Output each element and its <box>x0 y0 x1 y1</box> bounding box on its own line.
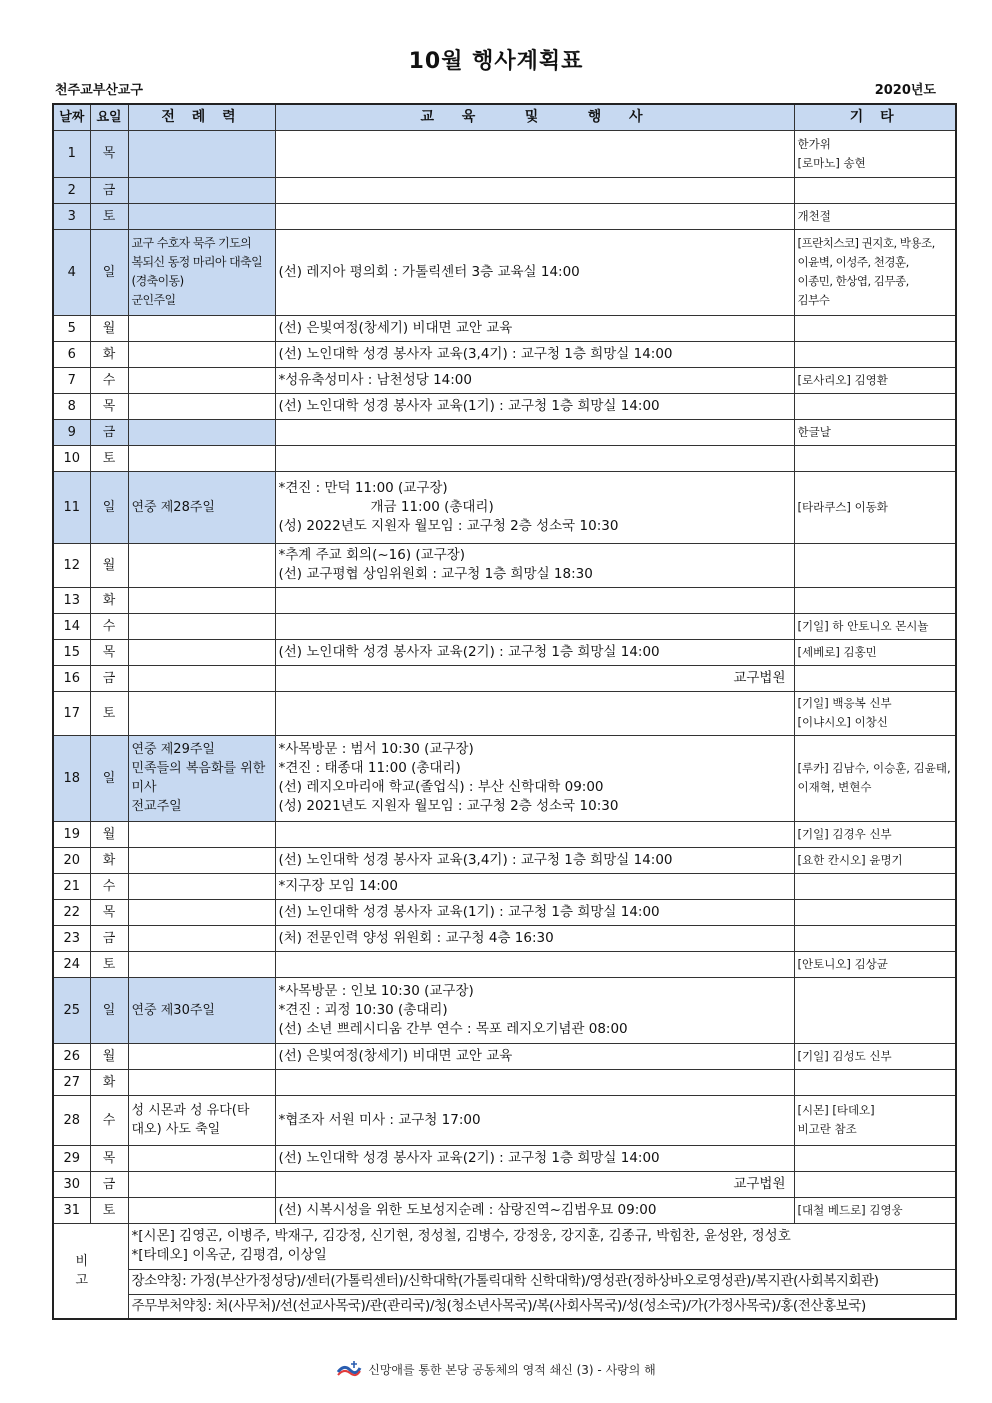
notes-row-saints <box>53 1223 956 1269</box>
weekday-cell: 목 <box>90 639 128 665</box>
etc-cell <box>794 341 956 367</box>
weekday-cell: 수 <box>90 873 128 899</box>
table-row <box>53 587 956 613</box>
liturgy-cell <box>128 587 275 613</box>
weekday-cell: 토 <box>90 951 128 977</box>
etc-cell <box>794 587 956 613</box>
etc-cell <box>794 1145 956 1171</box>
event-cell <box>275 177 794 203</box>
etc-cell-line: [기일] 김경우 신부 <box>797 826 892 841</box>
event-cell-line: (선) 노인대학 성경 봉사자 교육(1기) : 교구청 1층 희망실 14:00 <box>278 397 660 414</box>
event-cell <box>275 925 794 951</box>
etc-cell <box>794 977 956 1043</box>
event-cell-line: *협조자 서원 미사 : 교구청 17:00 <box>278 1111 481 1128</box>
weekday-cell: 토 <box>90 203 128 229</box>
date-cell: 1 <box>53 130 90 177</box>
etc-cell-line: [대철 베드로] 김영웅 <box>797 1202 903 1217</box>
etc-cell <box>794 899 956 925</box>
col-header-liturgy: 전 례 력 <box>128 104 275 130</box>
date-cell: 9 <box>53 419 90 445</box>
weekday-cell: 일 <box>90 977 128 1043</box>
event-cell <box>275 1069 794 1095</box>
weekday-cell: 화 <box>90 1069 128 1095</box>
liturgy-cell <box>128 445 275 471</box>
event-cell <box>275 543 794 587</box>
date-cell: 14 <box>53 613 90 639</box>
weekday-cell: 목 <box>90 130 128 177</box>
event-cell <box>275 419 794 445</box>
liturgy-cell <box>128 951 275 977</box>
date-cell: 24 <box>53 951 90 977</box>
date-cell: 13 <box>53 587 90 613</box>
notes-label: 비 고 <box>53 1223 128 1319</box>
event-cell <box>275 367 794 393</box>
weekday-cell: 토 <box>90 1197 128 1223</box>
liturgy-cell <box>128 1069 275 1095</box>
table-row <box>53 665 956 691</box>
event-cell <box>275 471 794 543</box>
table-row <box>53 1197 956 1223</box>
etc-cell-line: [요한 칸시오] 윤명기 <box>797 852 903 867</box>
liturgy-cell <box>128 925 275 951</box>
weekday-cell: 금 <box>90 419 128 445</box>
table-row <box>53 471 956 543</box>
event-cell <box>275 1095 794 1145</box>
event-cell-line: 개금 11:00 (총대리) <box>370 498 494 515</box>
event-cell-line: (선) 시복시성을 위한 도보성지순례 : 삼랑진역~김범우묘 09:00 <box>278 1201 657 1218</box>
etc-cell-line: [기일] 백응복 신부 <box>797 696 892 710</box>
liturgy-cell-line: 대오) 사도 축일 <box>131 1122 221 1137</box>
weekday-cell: 목 <box>90 1145 128 1171</box>
event-cell <box>275 1171 794 1197</box>
liturgy-cell <box>128 821 275 847</box>
liturgy-cell <box>128 873 275 899</box>
weekday-cell: 화 <box>90 341 128 367</box>
weekday-cell: 월 <box>90 1043 128 1069</box>
weekday-cell: 목 <box>90 899 128 925</box>
etc-cell <box>794 177 956 203</box>
liturgy-cell-line: 복되신 동정 마리아 대축일 <box>131 255 263 269</box>
notes-section <box>53 1223 956 1319</box>
etc-cell-line: [기일] 김성도 신부 <box>797 1048 892 1063</box>
org-name: 천주교부산교구 <box>55 83 143 98</box>
liturgy-cell <box>128 367 275 393</box>
liturgy-cell-line: (경축이동) <box>131 274 184 288</box>
etc-cell-line: 이윤벽, 이성주, 천경훈, <box>797 255 909 269</box>
event-cell-line: (선) 노인대학 성경 봉사자 교육(3,4기) : 교구청 1층 희망실 14:00 <box>278 851 673 868</box>
date-cell: 28 <box>53 1095 90 1145</box>
table-row <box>53 821 956 847</box>
table-row <box>53 873 956 899</box>
etc-cell-line: [로사리오] 김영환 <box>797 372 888 387</box>
event-cell <box>275 821 794 847</box>
table-row <box>53 925 956 951</box>
event-cell <box>275 735 794 821</box>
liturgy-cell <box>128 203 275 229</box>
liturgy-cell <box>128 315 275 341</box>
etc-cell <box>794 691 956 735</box>
liturgy-cell <box>128 691 275 735</box>
page-title: 10월 행사계획표 <box>408 49 584 74</box>
event-cell <box>275 639 794 665</box>
table-row <box>53 847 956 873</box>
event-cell <box>275 393 794 419</box>
event-cell <box>275 1197 794 1223</box>
event-cell-line: *견진 : 만덕 11:00 (교구장) <box>278 479 448 496</box>
table-row <box>53 1069 956 1095</box>
col-header-etc: 기 타 <box>794 104 956 130</box>
etc-cell-line: 개천절 <box>797 208 831 223</box>
etc-cell <box>794 315 956 341</box>
event-cell <box>275 445 794 471</box>
date-cell: 3 <box>53 203 90 229</box>
event-cell-line: (선) 레지아 평의회 : 가톨릭센터 3층 교육실 14:00 <box>278 263 580 280</box>
liturgy-cell <box>128 899 275 925</box>
event-cell-line: (선) 은빛여정(창세기) 비대면 교안 교육 <box>278 319 513 336</box>
year-label: 2020년도 <box>874 83 936 98</box>
etc-cell-line: 이재혁, 변현수 <box>797 780 872 794</box>
table-row <box>53 735 956 821</box>
table-row <box>53 367 956 393</box>
etc-cell <box>794 1095 956 1145</box>
event-cell-line: (성) 2021년도 지원자 월모임 : 교구청 2층 성소국 10:30 <box>278 798 619 814</box>
date-cell: 26 <box>53 1043 90 1069</box>
liturgy-cell-line: 연중 제28주일 <box>131 499 215 515</box>
liturgy-cell <box>128 419 275 445</box>
date-cell: 6 <box>53 341 90 367</box>
event-cell <box>275 899 794 925</box>
table-header-row <box>53 104 956 130</box>
date-cell: 23 <box>53 925 90 951</box>
etc-cell <box>794 821 956 847</box>
table-row <box>53 393 956 419</box>
weekday-cell: 토 <box>90 691 128 735</box>
etc-cell <box>794 1069 956 1095</box>
etc-cell <box>794 367 956 393</box>
liturgy-cell-line: 교구 수호자 묵주 기도의 <box>131 236 252 250</box>
event-cell-line: 교구법원 <box>733 669 786 686</box>
place-abbreviations: 장소약칭: 가정(부산가정성당)/센터(가톨릭센터)/신학대학(가톨릭대학 신학대학)/영성관(정하상바오로영성관)/복지관(사회복지회관) <box>128 1269 956 1294</box>
liturgy-cell <box>128 1145 275 1171</box>
date-cell: 4 <box>53 229 90 315</box>
date-cell: 27 <box>53 1069 90 1095</box>
table-row <box>53 130 956 177</box>
event-cell-line: (선) 노인대학 성경 봉사자 교육(1기) : 교구청 1층 희망실 14:00 <box>278 903 660 920</box>
etc-cell <box>794 471 956 543</box>
etc-cell-line: 비고란 참조 <box>797 1122 857 1136</box>
diocese-logo-icon <box>336 1360 362 1381</box>
etc-cell-line: 한가위 <box>797 136 831 151</box>
date-cell: 29 <box>53 1145 90 1171</box>
event-cell <box>275 130 794 177</box>
event-cell-line: *견진 : 괴정 10:30 (총대리) <box>278 1001 448 1018</box>
date-cell: 8 <box>53 393 90 419</box>
weekday-cell: 수 <box>90 613 128 639</box>
schedule-table <box>52 103 957 1320</box>
liturgy-cell <box>128 977 275 1043</box>
date-cell: 11 <box>53 471 90 543</box>
etc-cell-line: [시몬] [타데오] <box>797 1103 875 1117</box>
etc-cell-line: 이종민, 한상엽, 김무종, <box>797 274 909 288</box>
etc-cell <box>794 203 956 229</box>
liturgy-cell-line: 연중 제29주일 <box>131 742 215 757</box>
liturgy-cell-line: 성 시몬과 성 유다(타 <box>131 1103 250 1118</box>
etc-cell <box>794 847 956 873</box>
event-cell <box>275 341 794 367</box>
event-cell <box>275 951 794 977</box>
etc-cell <box>794 873 956 899</box>
col-header-weekday: 요일 <box>90 104 128 130</box>
table-row <box>53 899 956 925</box>
etc-cell <box>794 639 956 665</box>
etc-cell <box>794 445 956 471</box>
table-row <box>53 639 956 665</box>
etc-cell <box>794 665 956 691</box>
etc-cell <box>794 543 956 587</box>
liturgy-cell-line: 전교주일 <box>131 799 182 814</box>
date-cell: 17 <box>53 691 90 735</box>
weekday-cell: 화 <box>90 847 128 873</box>
table-row <box>53 1095 956 1145</box>
date-cell: 20 <box>53 847 90 873</box>
liturgy-cell-line: 민족들의 복음화를 위한 <box>131 761 266 776</box>
date-cell: 2 <box>53 177 90 203</box>
liturgy-cell <box>128 665 275 691</box>
event-cell <box>275 691 794 735</box>
etc-cell <box>794 1171 956 1197</box>
weekday-cell: 토 <box>90 445 128 471</box>
liturgy-cell-line: 미사 <box>131 780 157 795</box>
table-row <box>53 613 956 639</box>
date-cell: 15 <box>53 639 90 665</box>
dept-abbreviations: 주무부처약칭: 처(사무처)/선(선교사목국)/관(관리국)/청(청소년사목국)/복(사회사목국)/성(성소국)/가(가정사목국)/홍(전산홍보국) <box>128 1294 956 1319</box>
weekday-cell: 금 <box>90 177 128 203</box>
event-cell-line: *지구장 모임 14:00 <box>278 877 398 894</box>
event-cell <box>275 613 794 639</box>
date-cell: 18 <box>53 735 90 821</box>
date-cell: 30 <box>53 1171 90 1197</box>
col-header-date: 날짜 <box>53 104 90 130</box>
page-footer <box>0 1360 992 1381</box>
date-cell: 19 <box>53 821 90 847</box>
liturgy-cell <box>128 613 275 639</box>
weekday-cell: 일 <box>90 229 128 315</box>
liturgy-cell <box>128 847 275 873</box>
date-cell: 5 <box>53 315 90 341</box>
etc-cell <box>794 130 956 177</box>
weekday-cell: 금 <box>90 1171 128 1197</box>
liturgy-cell <box>128 1095 275 1145</box>
weekday-cell: 금 <box>90 925 128 951</box>
event-cell <box>275 315 794 341</box>
weekday-cell: 월 <box>90 821 128 847</box>
table-row <box>53 951 956 977</box>
table-row <box>53 1145 956 1171</box>
date-cell: 16 <box>53 665 90 691</box>
event-cell-line: (선) 소년 쁘레시디움 간부 연수 : 목포 레지오기념관 08:00 <box>278 1020 628 1037</box>
date-cell: 22 <box>53 899 90 925</box>
weekday-cell: 수 <box>90 367 128 393</box>
etc-cell-line: [로마노] 송현 <box>797 155 866 170</box>
liturgy-cell <box>128 639 275 665</box>
event-cell <box>275 587 794 613</box>
etc-cell <box>794 925 956 951</box>
event-cell-line: *사목방문 : 범서 10:30 (교구장) <box>278 741 474 757</box>
etc-cell <box>794 735 956 821</box>
weekday-cell: 월 <box>90 315 128 341</box>
table-row <box>53 177 956 203</box>
event-cell <box>275 1043 794 1069</box>
etc-cell <box>794 613 956 639</box>
event-cell <box>275 847 794 873</box>
event-cell-line: *사목방문 : 인보 10:30 (교구장) <box>278 982 474 999</box>
table-row <box>53 315 956 341</box>
event-cell-line: (선) 은빛여정(창세기) 비대면 교안 교육 <box>278 1047 513 1064</box>
etc-cell <box>794 229 956 315</box>
etc-cell-line: [기일] 하 안토니오 몬시뇰 <box>797 618 929 633</box>
col-header-events: 교 육 및 행 사 <box>275 104 794 130</box>
table-row <box>53 341 956 367</box>
event-cell <box>275 977 794 1043</box>
weekday-cell: 일 <box>90 471 128 543</box>
liturgy-cell <box>128 1171 275 1197</box>
date-cell: 7 <box>53 367 90 393</box>
date-cell: 12 <box>53 543 90 587</box>
notes-saints-line: *[타데오] 이옥군, 김평겸, 이상일 <box>131 1247 327 1263</box>
liturgy-cell <box>128 735 275 821</box>
etc-cell-line: [안토니오] 김상균 <box>797 956 888 971</box>
etc-cell-line: [프란치스코] 권지호, 박용조, <box>797 236 935 250</box>
liturgy-cell <box>128 130 275 177</box>
date-cell: 10 <box>53 445 90 471</box>
etc-cell-line: [루카] 김남수, 이승훈, 김윤태, <box>797 761 951 775</box>
liturgy-cell <box>128 1197 275 1223</box>
event-cell <box>275 665 794 691</box>
etc-cell-line: 한글날 <box>797 424 831 439</box>
footer-text: 신망애를 통한 본당 공동체의 영적 쇄신 (3) - 사랑의 해 <box>368 1363 656 1377</box>
event-cell-line: *성유축성미사 : 남천성당 14:00 <box>278 371 472 388</box>
liturgy-cell <box>128 543 275 587</box>
event-cell-line: 교구법원 <box>733 1175 786 1192</box>
table-row <box>53 1171 956 1197</box>
table-row <box>53 203 956 229</box>
weekday-cell: 월 <box>90 543 128 587</box>
liturgy-cell <box>128 229 275 315</box>
event-cell-line: (선) 노인대학 성경 봉사자 교육(3,4기) : 교구청 1층 희망실 14:00 <box>278 345 673 362</box>
date-cell: 21 <box>53 873 90 899</box>
date-cell: 31 <box>53 1197 90 1223</box>
event-cell-line: *추계 주교 회의(~16) (교구장) <box>278 547 466 563</box>
event-cell <box>275 873 794 899</box>
table-row <box>53 543 956 587</box>
weekday-cell: 목 <box>90 393 128 419</box>
liturgy-cell-line: 군인주일 <box>131 293 176 307</box>
etc-cell <box>794 951 956 977</box>
etc-cell <box>794 1197 956 1223</box>
etc-cell <box>794 419 956 445</box>
notes-row-dept-abbr <box>53 1294 956 1319</box>
notes-saints-line: *[시몬] 김영곤, 이병주, 박재구, 김강정, 신기현, 정성철, 김병수, 강정웅, 강지훈, 김종규, 박힘찬, 윤성완, 정성호 <box>131 1228 791 1244</box>
table-row <box>53 419 956 445</box>
etc-cell-line: [타라쿠스] 이동화 <box>797 499 888 514</box>
weekday-cell: 금 <box>90 665 128 691</box>
notes-row-place-abbr <box>53 1269 956 1294</box>
liturgy-cell-line: 연중 제30주일 <box>131 1002 215 1018</box>
date-cell: 25 <box>53 977 90 1043</box>
table-row <box>53 691 956 735</box>
event-cell-line: (선) 교구평협 상임위원회 : 교구청 1층 희망실 18:30 <box>278 566 593 582</box>
etc-cell-line: 김부수 <box>797 293 830 307</box>
notes-saints <box>128 1223 956 1269</box>
event-cell-line: *견진 : 태종대 11:00 (총대리) <box>278 760 461 776</box>
weekday-cell: 일 <box>90 735 128 821</box>
event-cell <box>275 229 794 315</box>
schedule-body <box>53 130 956 1223</box>
event-cell <box>275 203 794 229</box>
event-cell <box>275 1145 794 1171</box>
table-row <box>53 445 956 471</box>
etc-cell <box>794 393 956 419</box>
liturgy-cell <box>128 177 275 203</box>
weekday-cell: 수 <box>90 1095 128 1145</box>
table-row <box>53 977 956 1043</box>
etc-cell-line: [이냐시오] 이창신 <box>797 715 888 729</box>
event-cell-line: (처) 전문인력 양성 위원회 : 교구청 4층 16:30 <box>278 929 554 946</box>
weekday-cell: 화 <box>90 587 128 613</box>
event-cell-line: (선) 노인대학 성경 봉사자 교육(2기) : 교구청 1층 희망실 14:00 <box>278 1149 660 1166</box>
liturgy-cell <box>128 1043 275 1069</box>
event-cell-line: (성) 2022년도 지원자 월모임 : 교구청 2층 성소국 10:30 <box>278 517 619 534</box>
liturgy-cell <box>128 471 275 543</box>
table-row <box>53 1043 956 1069</box>
etc-cell-line: [세베로] 김홍민 <box>797 644 877 659</box>
liturgy-cell <box>128 393 275 419</box>
event-cell-line: (선) 노인대학 성경 봉사자 교육(2기) : 교구청 1층 희망실 14:00 <box>278 643 660 660</box>
event-cell-line: (선) 레지오마리애 학교(졸업식) : 부산 신학대학 09:00 <box>278 779 604 795</box>
etc-cell <box>794 1043 956 1069</box>
liturgy-cell <box>128 341 275 367</box>
table-row <box>53 229 956 315</box>
